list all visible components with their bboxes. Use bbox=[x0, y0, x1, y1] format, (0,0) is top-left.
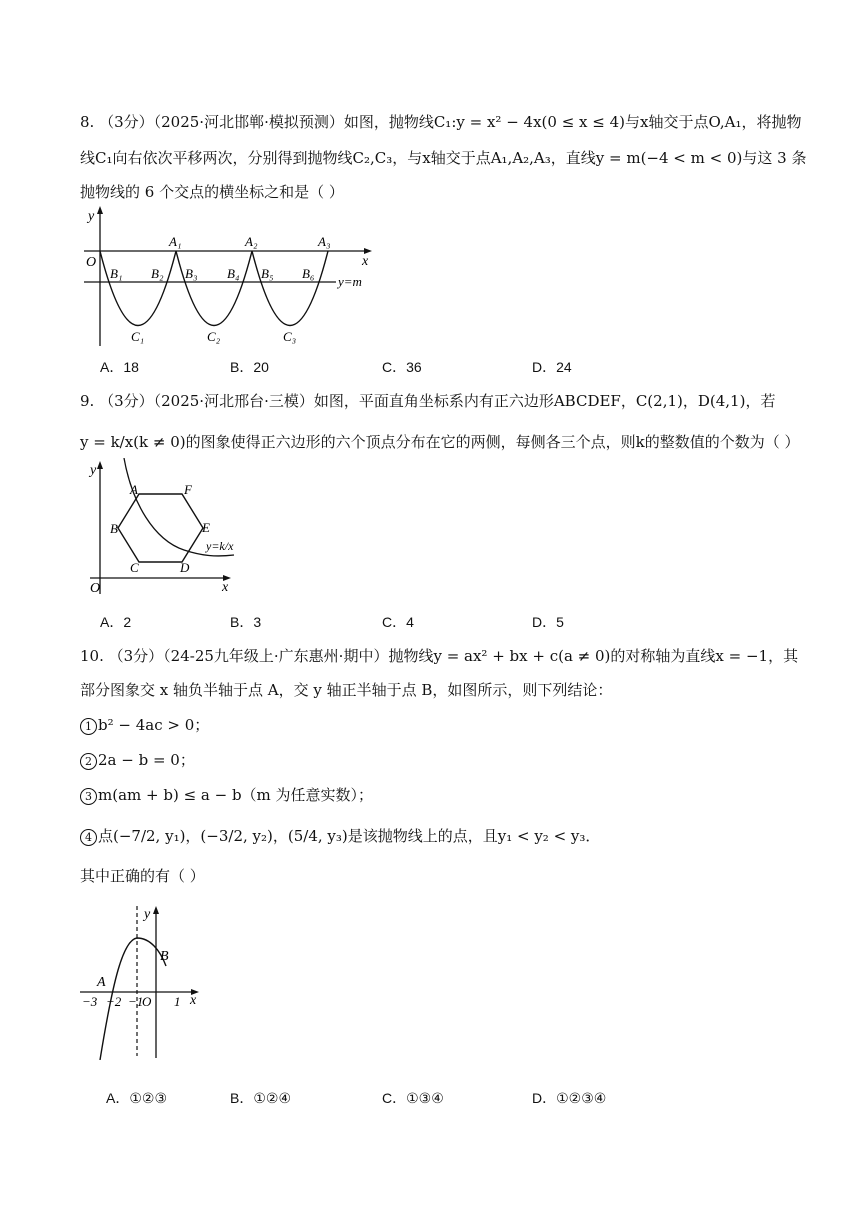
q10-tick-1: 1 bbox=[174, 994, 181, 1009]
q8-parabola-c2 bbox=[176, 251, 252, 326]
circled-number-icon: 1 bbox=[80, 718, 97, 735]
q10-statement-1-text: b² − 4ac > 0； bbox=[98, 716, 210, 734]
q10-statement-4-text: 点(−7/2, y₁)，(−3/2, y₂)，(5/4, y₃)是该抛物线上的点，且y₁ < y₂ < y₃． bbox=[98, 827, 601, 845]
q8-label-c2: C₂ bbox=[207, 329, 221, 344]
q10-option-a[interactable]: A．①②③ bbox=[106, 1090, 167, 1106]
q10-statement-2-text: 2a − b = 0； bbox=[98, 751, 195, 769]
q8-label-a2: A₂ bbox=[245, 234, 258, 249]
q8-label-c3: C₃ bbox=[283, 329, 297, 344]
q10-option-c[interactable]: C．①③④ bbox=[382, 1090, 444, 1106]
q10-label-y: y bbox=[144, 907, 151, 922]
q10-tick-minus-2: −2 bbox=[106, 994, 122, 1009]
q10-statement-3-text: m(am + b) ≤ a − b（m 为任意实数）； bbox=[98, 786, 374, 804]
q9-option-d[interactable]: D．5 bbox=[532, 614, 564, 630]
q8-line-1: 8. （3分）（2025·河北邯郸·模拟预测）如图，抛物线C₁:y = x² − 4x(0 ≤ x ≤ 4)与x轴交于点O,A₁，将抛物 bbox=[80, 113, 802, 131]
q8-label-y: y bbox=[88, 209, 95, 224]
q9-label-f: F bbox=[184, 482, 192, 497]
q8-label-b2: B₂ bbox=[151, 266, 164, 281]
q9-label-a: A bbox=[130, 482, 138, 497]
q10-tick-minus-1: −1 bbox=[128, 994, 144, 1009]
q9-label-curve: y=k/x bbox=[206, 539, 234, 553]
q9-label-d: D bbox=[180, 560, 190, 575]
q8-option-a[interactable]: A．18 bbox=[100, 359, 139, 375]
q10-label-o: O bbox=[142, 994, 152, 1009]
q10-line-2: 部分图象交 x 轴负半轴于点 A，交 y 轴正半轴于点 B，如图所示，则下列结论： bbox=[80, 681, 613, 699]
q8-option-c[interactable]: C．36 bbox=[382, 359, 422, 375]
q9-option-b[interactable]: B．3 bbox=[230, 614, 262, 630]
q8-label-b3: B₃ bbox=[185, 266, 198, 281]
q10-label-a: A bbox=[97, 975, 106, 990]
q8-label-x: x bbox=[362, 254, 369, 269]
q9-figure bbox=[84, 458, 254, 598]
q10-statement-1 bbox=[80, 715, 209, 735]
q10-option-d[interactable]: D．①②③④ bbox=[532, 1090, 607, 1106]
q10-statement-4 bbox=[80, 826, 600, 846]
q10-option-b[interactable]: B．①②④ bbox=[230, 1090, 291, 1106]
q10-statement-2 bbox=[80, 750, 195, 770]
q9-line-2: y = k/x(k ≠ 0)的图象使得正六边形的六个顶点分布在它的两侧，每侧各三个点，则k的整数值的个数为（ ） bbox=[80, 433, 800, 451]
q8-label-c1: C₁ bbox=[131, 329, 145, 344]
circled-number-icon: 4 bbox=[80, 829, 97, 846]
q8-label-o: O bbox=[86, 255, 97, 270]
q9-label-b: B bbox=[110, 521, 118, 536]
q9-line-1: 9. （3分）（2025·河北邢台·三模）如图，平面直角坐标系内有正六边形ABCDEF，C(2,1)，D(4,1)，若 bbox=[80, 392, 776, 410]
q8-label-b4: B₄ bbox=[227, 266, 240, 281]
q9-label-o: O bbox=[90, 581, 101, 596]
circled-number-icon: 2 bbox=[80, 753, 97, 770]
circled-number-icon: 3 bbox=[80, 788, 97, 805]
q9-option-a[interactable]: A．2 bbox=[100, 614, 132, 630]
q10-tick-minus-3: −3 bbox=[82, 994, 98, 1009]
q9-label-y: y bbox=[90, 463, 97, 478]
q8-label-b6: B₆ bbox=[302, 266, 315, 281]
q8-line-3: 抛物线的 6 个交点的横坐标之和是（ ） bbox=[80, 183, 344, 201]
q8-option-d[interactable]: D．24 bbox=[532, 359, 572, 375]
q8-label-y-m: y=m bbox=[338, 274, 362, 289]
q10-line-1: 10. （3分）（24-25九年级上·广东惠州·期中）抛物线y = ax² + bx + c(a ≠ 0)的对称轴为直线x = −1，其 bbox=[80, 647, 799, 665]
q10-question: 其中正确的有（ ） bbox=[80, 867, 205, 885]
q8-option-b[interactable]: B．20 bbox=[230, 359, 269, 375]
q10-statement-3 bbox=[80, 785, 373, 805]
q10-label-x: x bbox=[190, 993, 197, 1008]
q9-label-c: C bbox=[130, 560, 139, 575]
q8-parabola-c1 bbox=[100, 251, 176, 326]
q9-option-c[interactable]: C．4 bbox=[382, 614, 414, 630]
q9-label-x: x bbox=[222, 580, 229, 595]
q8-figure bbox=[78, 204, 378, 350]
q10-figure bbox=[78, 900, 208, 1060]
q8-label-b5: B₅ bbox=[261, 266, 274, 281]
q10-label-b: B bbox=[160, 949, 169, 964]
q8-parabola-c3 bbox=[252, 251, 328, 326]
q8-label-a3: A₃ bbox=[318, 234, 331, 249]
q8-label-a1: A₁ bbox=[169, 234, 182, 249]
q9-label-e: E bbox=[202, 520, 210, 535]
q8-line-2: 线C₁向右依次平移两次，分别得到抛物线C₂,C₃，与x轴交于点A₁,A₂,A₃，直线y = m(−4 < m < 0)与这 3 条 bbox=[80, 149, 807, 167]
q8-label-b1: B₁ bbox=[110, 266, 123, 281]
